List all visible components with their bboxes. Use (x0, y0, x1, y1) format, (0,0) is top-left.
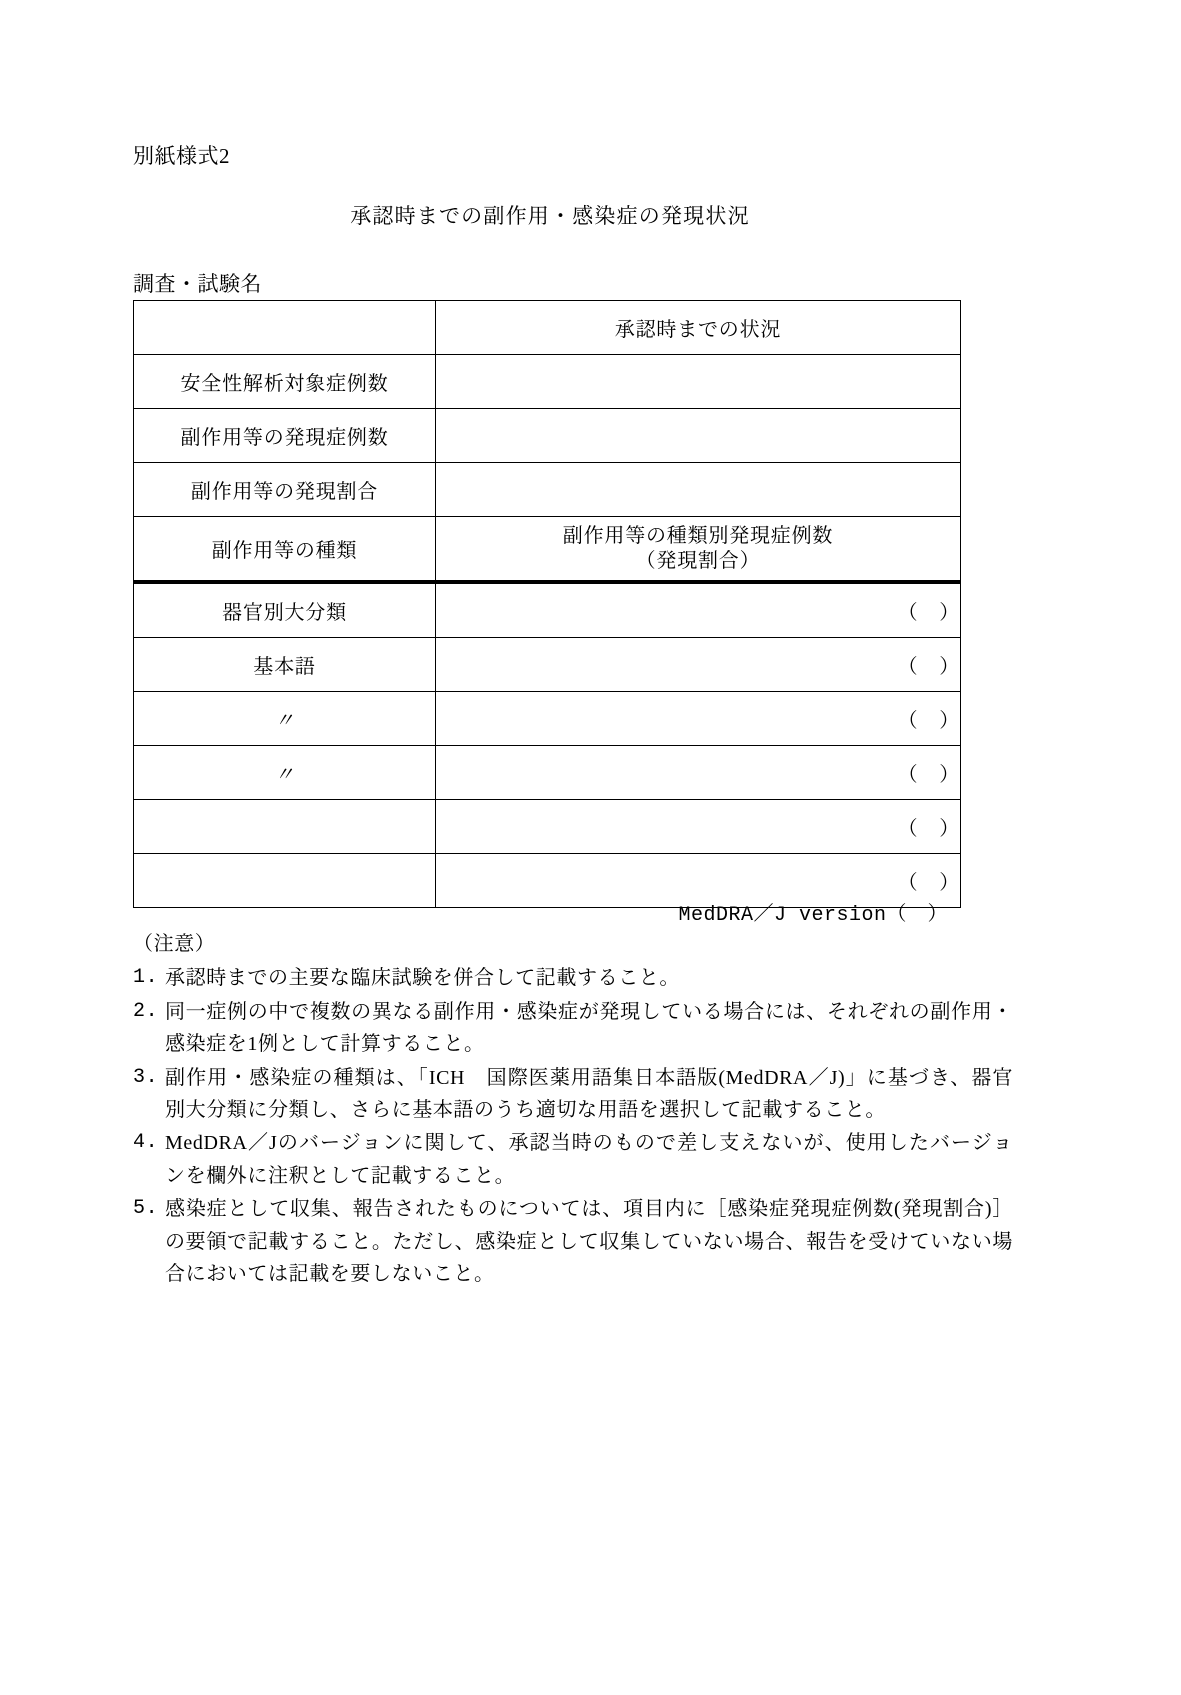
form-number: 別紙様式2 (133, 144, 230, 168)
row-label-ae-case-count: 副作用等の発現症例数 (134, 409, 436, 463)
table-row (134, 638, 961, 692)
page-title: 承認時までの副作用・感染症の発現状況 (350, 204, 750, 228)
header-value-cell: 承認時までの状況 (436, 301, 961, 355)
row-label-ditto-2: 〃 (134, 746, 436, 800)
table-row (134, 355, 961, 409)
note-number-3: 3. (133, 1065, 159, 1089)
notes-section (133, 928, 1013, 1291)
adverse-event-table (133, 300, 961, 908)
row-value-pt[interactable]: （ ） (436, 638, 961, 692)
list-item (133, 996, 1013, 1061)
notes-list (133, 962, 1013, 1290)
notes-heading: （注意） (133, 933, 216, 955)
row-value-ditto-2[interactable]: （ ） (436, 746, 961, 800)
note-number-5: 5. (133, 1197, 159, 1221)
row-value-blank-1[interactable]: （ ） (436, 800, 961, 854)
note-text-2: 同一症例の中で複数の異なる副作用・感染症が発現している場合には、それぞれの副作用・感染症を1例として計算すること。 (165, 1000, 1013, 1056)
table-row (134, 800, 961, 854)
row-label-soc: 器官別大分類 (134, 582, 436, 638)
ae-type-header-line1: 副作用等の種類別発現症例数 (562, 524, 834, 547)
row-value-safety-analysis-cases[interactable] (436, 355, 961, 409)
row-label-ae-incidence-rate: 副作用等の発現割合 (134, 463, 436, 517)
note-text-5: 感染症として収集、報告されたものについては、項目内に［感染症発現症例数(発現割合)］の要領で記載すること。ただし、感染症として収集していない場合、報告を受けていない場合においては記載を要しないこと。 (165, 1198, 1013, 1285)
table-row (134, 746, 961, 800)
ae-type-header-line2: （発現割合） (635, 549, 761, 572)
list-item (133, 1193, 1013, 1290)
note-text-1: 承認時までの主要な臨床試験を併合して記載すること。 (165, 967, 680, 990)
note-number-1: 1. (133, 966, 159, 990)
row-label-blank-1[interactable] (134, 800, 436, 854)
note-number-2: 2. (133, 999, 159, 1023)
note-text-3: 副作用・感染症の種類は、「ICH 国際医薬用語集日本語版(MedDRA／J)」に基づき、器官別大分類に分類し、さらに基本語のうち適切な用語を選択して記載すること。 (165, 1066, 1013, 1121)
table-row (134, 692, 961, 746)
row-value-ae-case-count[interactable] (436, 409, 961, 463)
list-item (133, 1127, 1013, 1192)
study-name-label: 調査・試験名 (133, 272, 262, 296)
row-label-ae-type: 副作用等の種類 (134, 517, 436, 583)
row-value-ditto-1[interactable]: （ ） (436, 692, 961, 746)
table-subheader-row (134, 517, 961, 583)
note-number-4: 4. (133, 1131, 159, 1155)
row-value-ae-incidence-rate[interactable] (436, 463, 961, 517)
row-label-safety-analysis-cases: 安全性解析対象症例数 (134, 355, 436, 409)
table-header-row (134, 301, 961, 355)
row-value-ae-type-header (436, 517, 961, 583)
table-row (134, 582, 961, 638)
list-item (133, 962, 1013, 994)
header-label-cell (134, 301, 436, 355)
meddra-version-footnote: MedDRA／J version（ ） (678, 904, 948, 927)
row-label-pt: 基本語 (134, 638, 436, 692)
table-row (134, 463, 961, 517)
row-value-blank-2[interactable]: （ ） (436, 854, 961, 908)
row-value-soc[interactable]: （ ） (436, 582, 961, 638)
table-row (134, 409, 961, 463)
row-label-ditto-1: 〃 (134, 692, 436, 746)
note-text-4: MedDRA／Jのバージョンに関して、承認当時のもので差し支えないが、使用したバージョンを欄外に注釈として記載すること。 (165, 1132, 1013, 1187)
list-item (133, 1062, 1013, 1127)
